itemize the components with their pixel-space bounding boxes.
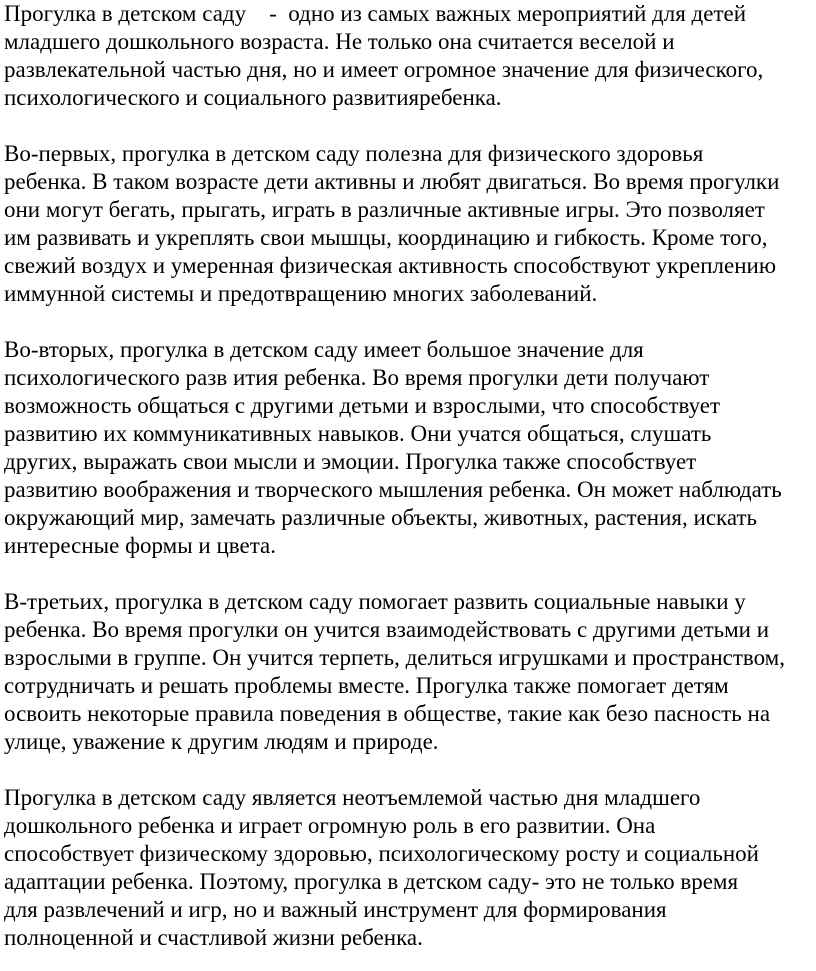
text-line: дошкольного ребенка и играет огромную роль в его развитии. Она	[4, 813, 656, 838]
text-line: окружающий мир, замечать различные объекты, животных, растения, искать	[4, 505, 758, 530]
text-line: развитию их коммуникативных навыков. Они учатся общаться, слушать	[4, 421, 712, 446]
text-line: ребенка. Во время прогулки он учится взаимодействовать с другими детьми и	[4, 617, 770, 642]
text-line: развлекательной частью дня, но и имеет огромное значение для физического,	[4, 57, 764, 82]
paragraph-physical-health	[4, 140, 816, 308]
text-line: интересные формы и цвета.	[4, 533, 276, 558]
text-line: свежий воздух и умеренная физическая активность способствуют укреплению	[4, 253, 777, 278]
text-line: развитию воображения и творческого мышления ребенка. Он может наблюдать	[4, 477, 782, 502]
text-line: иммунной системы и предотвращению многих заболеваний.	[4, 281, 598, 306]
text-line: Прогулка в детском саду является неотъемлемой частью дня младшего	[4, 785, 701, 810]
text-line: возможность общаться с другими детьми и взрослыми, что способствует	[4, 393, 721, 418]
text-line: Во-первых, прогулка в детском саду полезна для физического здоровья	[4, 141, 704, 166]
paragraph-conclusion	[4, 784, 816, 952]
text-line: сотрудничать и решать проблемы вместе. Прогулка также помогает детям	[4, 673, 729, 698]
text-line: для развлечений и игр, но и важный инструмент для формирования	[4, 897, 667, 922]
text-line: В-третьих, прогулка в детском саду помогает развить социальные навыки у	[4, 589, 746, 614]
paragraph-social-skills	[4, 588, 816, 756]
text-line: освоить некоторые правила поведения в обществе, такие как безо пасность на	[4, 701, 771, 726]
text-line: улице, уважение к другим людям и природе.	[4, 729, 439, 754]
paragraph-intro	[4, 0, 816, 112]
text-line: им развивать и укреплять свои мышцы, координацию и гибкость. Кроме того,	[4, 225, 768, 250]
text-line: Прогулка в детском саду - одно из самых важных мероприятий для детей	[4, 1, 747, 26]
text-line: младшего дошкольного возраста. Не только она считается веселой и	[4, 29, 675, 54]
text-line: психологического и социального развитияребенка.	[4, 85, 502, 110]
paragraph-psychological-development	[4, 336, 816, 560]
text-line: ребенка. В таком возрасте дети активны и любят двигаться. Во время прогулки	[4, 169, 780, 194]
text-line: полноценной и счастливой жизни ребенка.	[4, 925, 423, 950]
text-line: других, выражать свои мысли и эмоции. Прогулка также способствует	[4, 449, 697, 474]
text-line: способствует физическому здоровью, психологическому росту и социальной	[4, 841, 759, 866]
document-page	[4, 0, 816, 971]
text-line: они могут бегать, прыгать, играть в различные активные игры. Это позволяет	[4, 197, 765, 222]
text-line: психологического разв ития ребенка. Во время прогулки дети получают	[4, 365, 710, 390]
text-line: взрослыми в группе. Он учится терпеть, делиться игрушками и пространством,	[4, 645, 785, 670]
text-line: Во-вторых, прогулка в детском саду имеет большое значение для	[4, 337, 644, 362]
text-line: адаптации ребенка. Поэтому, прогулка в детском саду- это не только время	[4, 869, 739, 894]
